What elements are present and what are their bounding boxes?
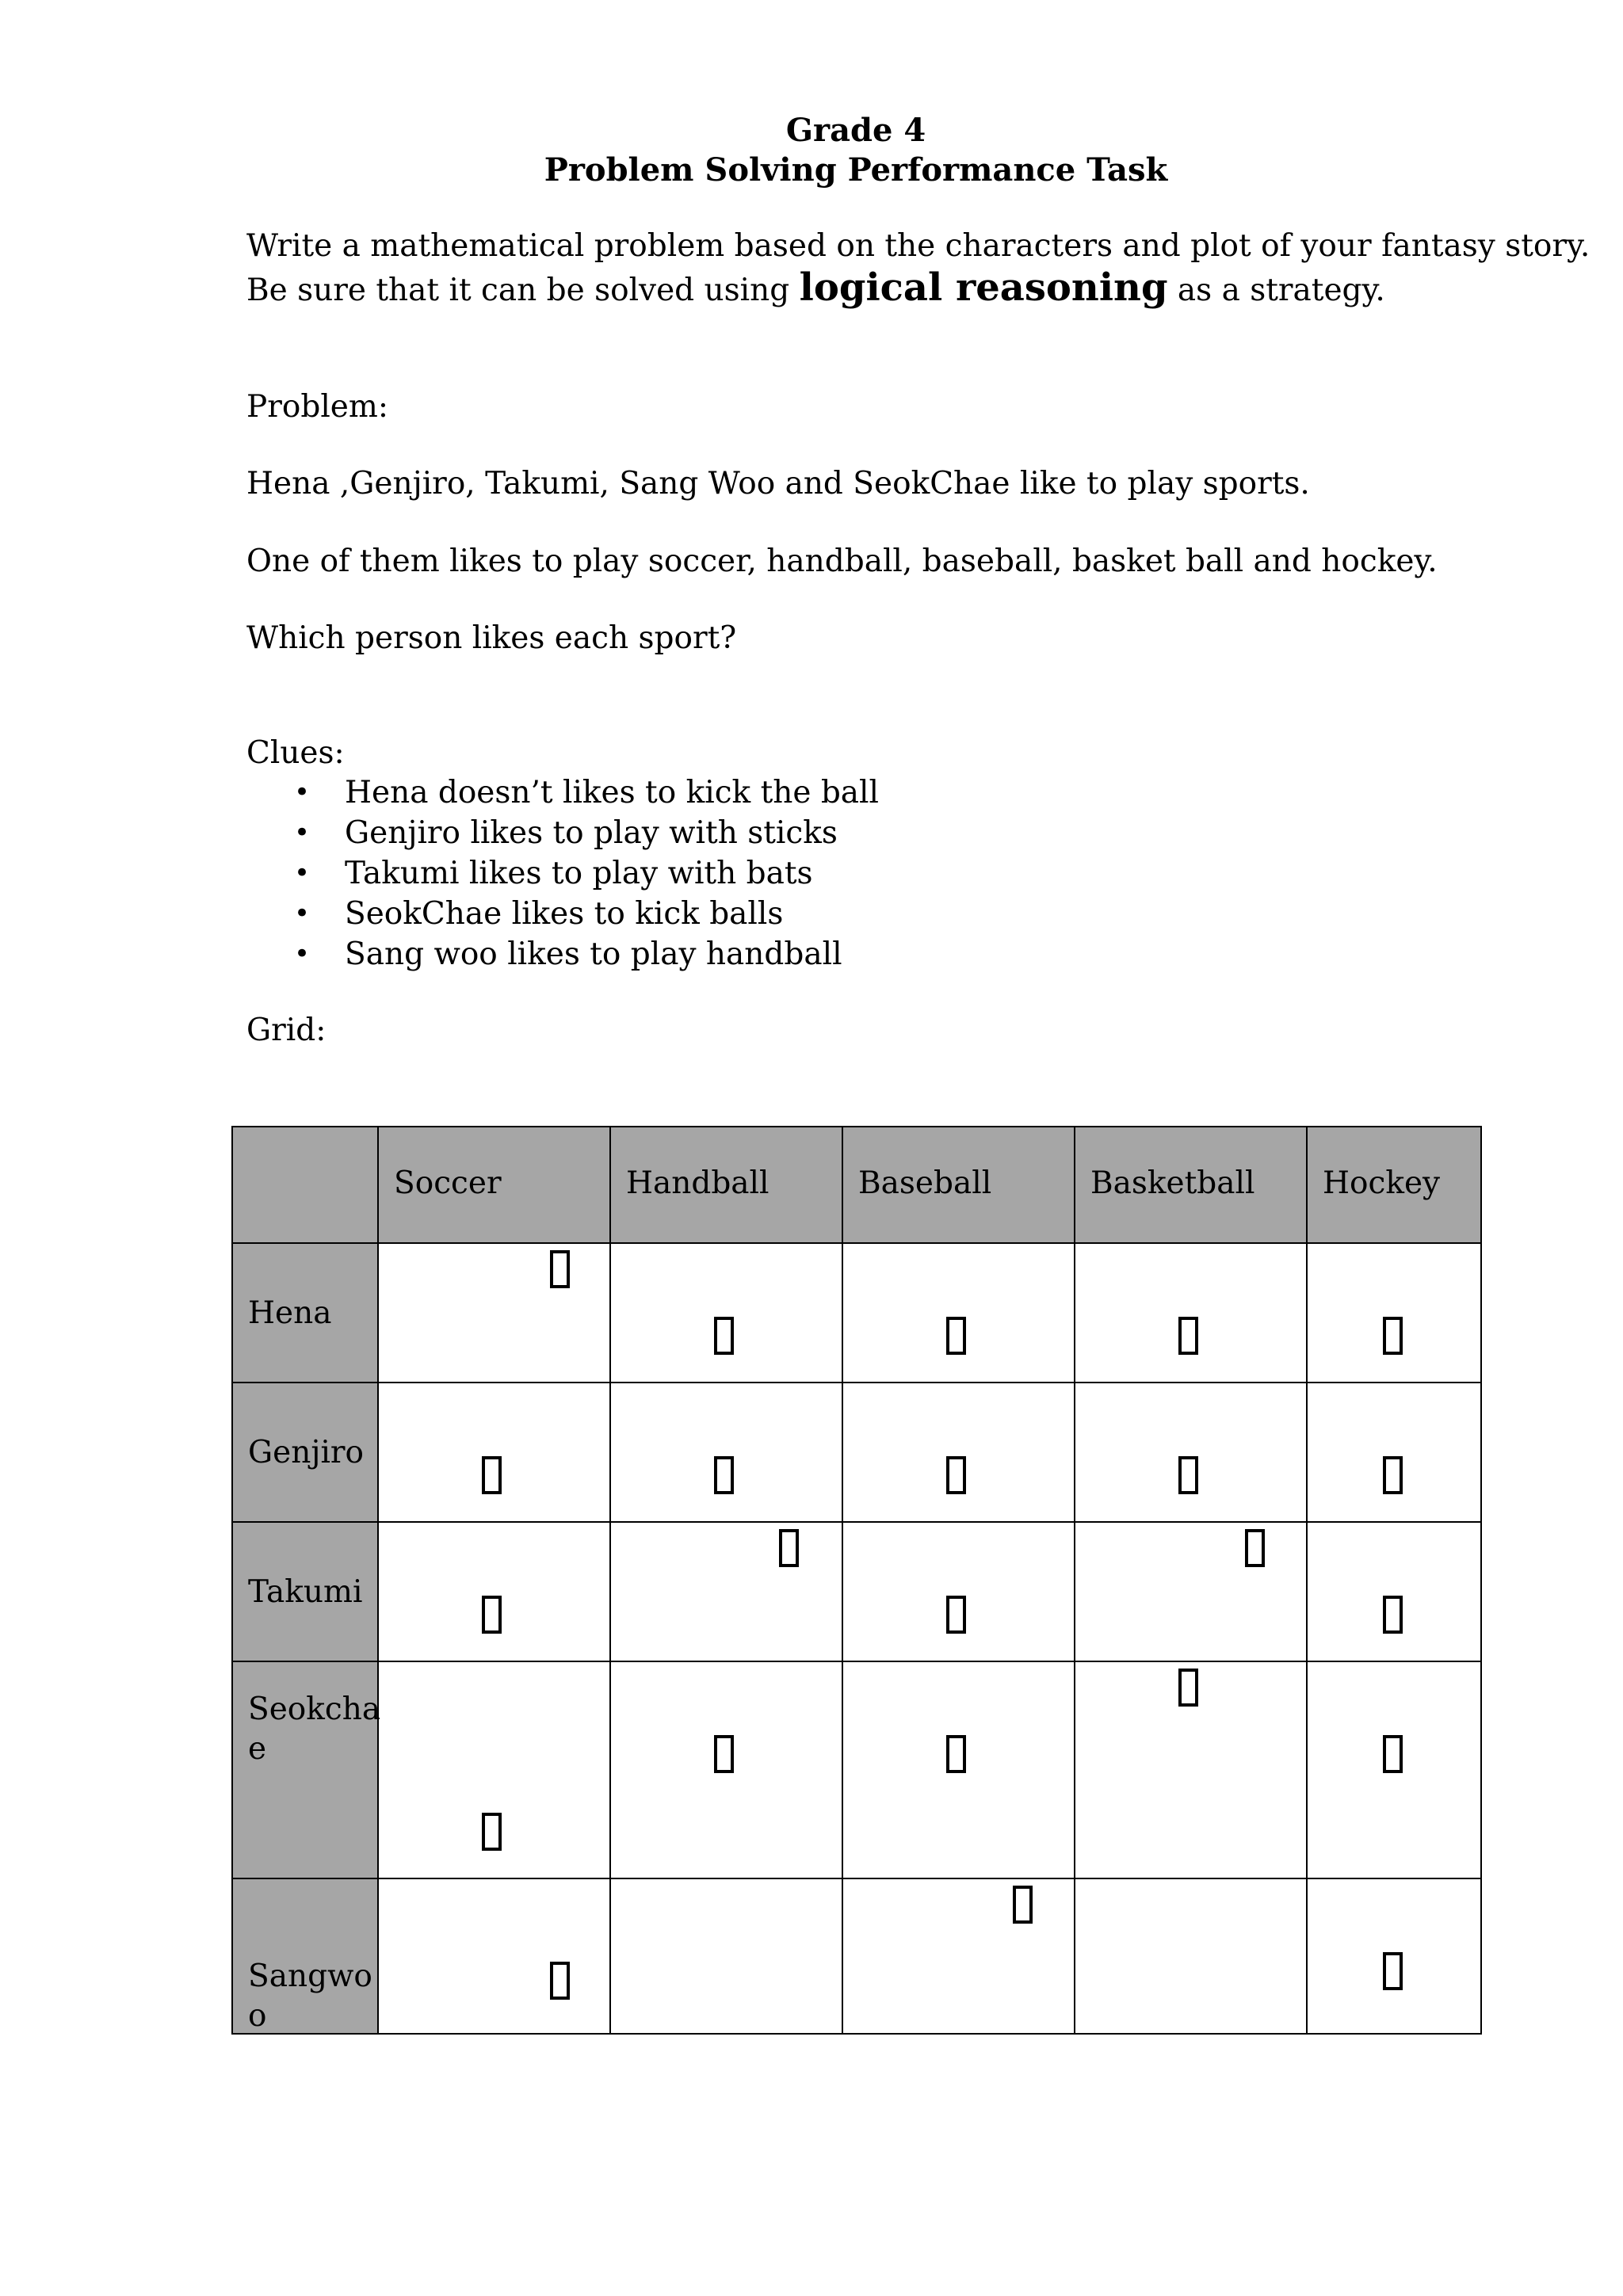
column-label: Basketball xyxy=(1090,1165,1255,1201)
instruction-line-2-start: Be sure that it can be solved using xyxy=(246,273,800,308)
grid-cell xyxy=(378,1522,610,1661)
empty-box-glyph-icon xyxy=(714,1456,734,1494)
grade-heading: Grade 4 xyxy=(785,112,926,149)
bullet-icon: • xyxy=(294,898,311,929)
row-label-continuation: o xyxy=(248,1998,267,2034)
grid-cell xyxy=(610,1878,842,2034)
grid-cell xyxy=(842,1383,1075,1522)
empty-box-glyph-icon xyxy=(779,1529,799,1567)
grid-cell xyxy=(610,1661,842,1878)
empty-box-glyph-icon xyxy=(482,1813,502,1851)
grid-cell xyxy=(842,1661,1075,1878)
instruction-line-1: Write a mathematical problem based on the characters and plot of your fantasy story. xyxy=(246,228,1591,264)
grid-cell xyxy=(842,1878,1075,2034)
clue-item xyxy=(246,853,879,894)
grid-cell xyxy=(1307,1243,1481,1383)
column-label: Soccer xyxy=(394,1165,502,1201)
bullet-icon: • xyxy=(294,938,311,970)
empty-box-glyph-icon xyxy=(1383,1735,1403,1773)
empty-box-glyph-icon xyxy=(1178,1456,1198,1494)
problem-label: Problem: xyxy=(246,389,389,425)
problem-sentence-1: Hena ,Genjiro, Takumi, Sang Woo and SeokChae like to play sports. xyxy=(246,466,1310,502)
empty-box-glyph-icon xyxy=(946,1596,966,1634)
grid-label: Grid: xyxy=(246,1013,327,1048)
clue-item xyxy=(246,894,879,934)
clue-item xyxy=(246,934,879,974)
empty-box-glyph-icon xyxy=(1383,1952,1403,1990)
row-label: Takumi xyxy=(248,1574,363,1610)
grid-cell xyxy=(610,1383,842,1522)
bullet-icon: • xyxy=(294,776,311,808)
grid-cell xyxy=(1075,1522,1307,1661)
empty-box-glyph-icon xyxy=(946,1456,966,1494)
task-title: Problem Solving Performance Task xyxy=(544,151,1168,189)
column-label: Handball xyxy=(626,1165,769,1201)
grid-cell xyxy=(842,1522,1075,1661)
row-label: Genjiro xyxy=(248,1435,365,1470)
clue-item xyxy=(246,813,879,853)
grid-cell xyxy=(1307,1383,1481,1522)
grid-cell xyxy=(1075,1661,1307,1878)
grid-row-takumi xyxy=(232,1522,1481,1661)
empty-box-glyph-icon xyxy=(1013,1886,1033,1924)
grid-row-hena xyxy=(232,1243,1481,1383)
column-header-basketball xyxy=(1075,1127,1307,1243)
clue-item xyxy=(246,772,879,813)
column-label: Baseball xyxy=(858,1165,992,1201)
grid-cell xyxy=(378,1878,610,2034)
empty-box-glyph-icon xyxy=(482,1456,502,1494)
empty-box-glyph-icon xyxy=(1178,1317,1198,1355)
clue-text: Hena doesn’t likes to kick the ball xyxy=(345,775,880,810)
row-header xyxy=(232,1878,378,2034)
row-header xyxy=(232,1383,378,1522)
grid-cell xyxy=(378,1243,610,1383)
grid-row-sangwoo xyxy=(232,1878,1481,2034)
problem-sentence-2: One of them likes to play soccer, handball, baseball, basket ball and hockey. xyxy=(246,543,1438,579)
grid-cell xyxy=(378,1383,610,1522)
column-header-soccer xyxy=(378,1127,610,1243)
bullet-icon: • xyxy=(294,817,311,849)
grid-cell xyxy=(1075,1383,1307,1522)
grid-cell xyxy=(1307,1522,1481,1661)
clues-label: Clues: xyxy=(246,735,345,771)
grid-corner-cell xyxy=(232,1127,378,1243)
problem-question: Which person likes each sport? xyxy=(246,620,737,656)
empty-box-glyph-icon xyxy=(1383,1596,1403,1634)
empty-box-glyph-icon xyxy=(1178,1669,1198,1707)
empty-box-glyph-icon xyxy=(550,1962,570,2000)
empty-box-glyph-icon xyxy=(714,1317,734,1355)
empty-box-glyph-icon xyxy=(482,1596,502,1634)
column-header-handball xyxy=(610,1127,842,1243)
row-header xyxy=(232,1243,378,1383)
clue-text: Takumi likes to play with bats xyxy=(345,856,813,891)
row-header xyxy=(232,1661,381,1878)
grid-cell xyxy=(610,1522,842,1661)
row-label: Sangwo xyxy=(248,1958,372,1994)
grid-cell xyxy=(610,1243,842,1383)
empty-box-glyph-icon xyxy=(1383,1456,1403,1494)
row-label-continuation: e xyxy=(248,1731,267,1767)
empty-box-glyph-icon xyxy=(550,1250,570,1288)
instruction-line-2-end: as a strategy. xyxy=(1167,273,1385,308)
column-label: Hockey xyxy=(1323,1165,1441,1201)
clues-list xyxy=(246,772,879,974)
row-label: Seokcha xyxy=(248,1691,381,1727)
grid-header-row xyxy=(232,1127,1481,1243)
empty-box-glyph-icon xyxy=(946,1317,966,1355)
bullet-icon: • xyxy=(294,857,311,889)
grid-row-seokchae xyxy=(232,1661,1481,1878)
empty-box-glyph-icon xyxy=(1383,1317,1403,1355)
instruction-line-2 xyxy=(246,267,1385,311)
empty-box-glyph-icon xyxy=(946,1735,966,1773)
row-header xyxy=(232,1522,378,1661)
empty-box-glyph-icon xyxy=(714,1735,734,1773)
clue-text: Genjiro likes to play with sticks xyxy=(345,815,838,851)
grid-cell xyxy=(378,1661,610,1878)
column-header-hockey xyxy=(1307,1127,1481,1243)
grid-cell xyxy=(1307,1878,1481,2034)
logical-reasoning-emphasis: logical reasoning xyxy=(799,265,1168,310)
grid-cell xyxy=(1307,1661,1481,1878)
empty-box-glyph-icon xyxy=(1245,1529,1265,1567)
row-label: Hena xyxy=(248,1295,332,1331)
logic-grid xyxy=(231,1126,1482,2035)
grid-cell xyxy=(1075,1243,1307,1383)
grid-cell xyxy=(1075,1878,1307,2034)
grid-row-genjiro xyxy=(232,1383,1481,1522)
grid-cell xyxy=(842,1243,1075,1383)
column-header-baseball xyxy=(842,1127,1075,1243)
clue-text: Sang woo likes to play handball xyxy=(345,936,842,972)
clue-text: SeokChae likes to kick balls xyxy=(345,896,784,932)
